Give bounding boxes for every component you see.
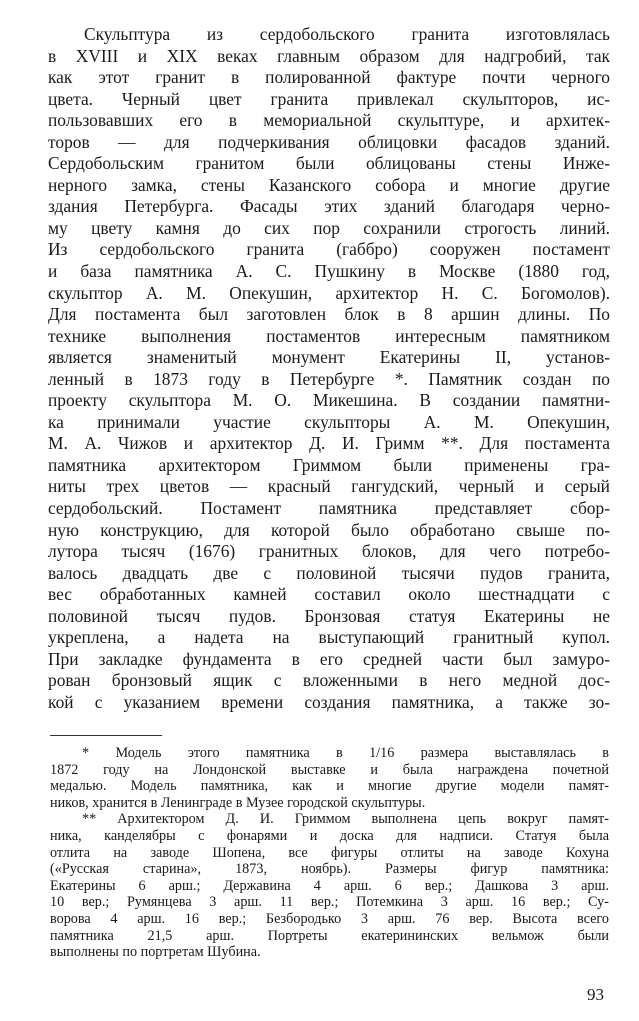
text-line: Из сердобольского гранита (габбро) сооружен постамент	[48, 239, 610, 260]
text-line: Для постамента был заготовлен блок в 8 аршин длины. По	[48, 304, 610, 325]
footnote-divider	[50, 735, 162, 736]
footnote-line: («Русская старина», 1873, ноябрь). Размеры фигур памятника:	[50, 861, 609, 878]
footnote-line: 1872 году на Лондонской выставке и была награждена почетной	[50, 761, 609, 778]
page-body	[48, 24, 610, 714]
footnote-line: выполнены по портретам Шубина.	[50, 944, 261, 961]
text-line: пользовавших его в мемориальной скульптуре, и архитек-	[48, 110, 610, 131]
footnote-line: памятника 21,5 арш. Портреты екатерининских вельмож были	[50, 927, 609, 944]
text-line: сердобольский. Постамент памятника представляет сбор-	[48, 498, 610, 519]
text-line: лутора тысяч (1676) гранитных блоков, для чего потребо-	[48, 541, 610, 562]
text-line: При закладке фундамента в его средней части был замуро-	[48, 648, 610, 669]
footnote-line: Екатерины 6 арш.; Державина 4 арш. 6 вер.; Дашкова 3 арш.	[50, 877, 609, 894]
footnote-line: 10 вер.; Румянцева 3 арш. 11 вер.; Потемкина 3 арш. 16 вер.; Су-	[50, 894, 609, 911]
main-text	[48, 24, 610, 714]
footnote-line: ** Архитектором Д. И. Гриммом выполнена цепь вокруг памят-	[82, 811, 609, 828]
text-line: М. А. Чижов и архитектор Д. И. Гримм **. Для постамента	[48, 433, 610, 454]
text-line: половиной тысяч пудов. Бронзовая статуя Екатерины не	[48, 605, 610, 626]
text-line: валось двадцать две с половиной тысячи пудов гранита,	[48, 562, 610, 583]
text-line: является знаменитый монумент Екатерины II, установ-	[48, 347, 610, 368]
footnote-line: ворова 4 арш. 16 вер.; Безбородько 3 арш. 76 вер. Высота всего	[50, 910, 609, 927]
text-line: цвета. Черный цвет гранита привлекал скульпторов, ис-	[48, 88, 610, 109]
text-line: Скульптура из сердобольского гранита изготовлялась	[84, 24, 610, 44]
text-line: памятника архитектором Гриммом были применены гра-	[48, 454, 610, 475]
text-line: торов — для подчеркивания облицовки фасадов зданий.	[48, 131, 610, 152]
text-line: ную конструкцию, для которой было обработано свыше по-	[48, 519, 610, 540]
text-line: ниты трех цветов — красный гангудский, черный и серый	[48, 476, 610, 497]
text-line: рован бронзовый ящик с вложенными в него медной дос-	[48, 670, 610, 691]
text-line: здания Петербурга. Фасады этих зданий благодаря черно-	[48, 196, 610, 217]
text-line: му цвету камня до сих пор сохранили строгость линий.	[48, 217, 610, 238]
footnote-line: ника, канделябры с фонарями и доска для надписи. Статуя была	[50, 827, 609, 844]
footnotes	[50, 745, 609, 961]
text-line: нерного замка, стены Казанского собора и многие другие	[48, 174, 610, 195]
text-line: проекту скульптора М. О. Микешина. В создании памятни-	[48, 390, 610, 411]
text-line: как этот гранит в полированной фактуре почти черного	[48, 67, 610, 88]
footnote-line: отлита на заводе Шопена, все фигуры отлиты на заводе Кохуна	[50, 844, 609, 861]
footnote-line: ников, хранится в Ленинграде в Музее городской скульптуры.	[50, 794, 426, 811]
page-number: 93	[587, 985, 604, 1004]
text-line: и база памятника А. С. Пушкину в Москве (1880 год,	[48, 261, 610, 282]
footnote-line: * Модель этого памятника в 1/16 размера выставлялась в	[82, 745, 609, 761]
text-line: Сердобольским гранитом были облицованы стены Инже-	[48, 153, 610, 174]
text-line: кой с указанием времени создания памятника, а также зо-	[48, 691, 610, 712]
text-line: скульптор А. М. Опекушин, архитектор Н. С. Богомолов).	[48, 282, 610, 303]
text-line: технике выполнения постаментов интересным памятником	[48, 325, 610, 346]
text-line: ленный в 1873 году в Петербурге *. Памятник создан по	[48, 368, 610, 389]
text-line: укреплена, а надета на выступающий гранитный купол.	[48, 627, 610, 648]
footnote-line: медалью. Модель памятника, как и многие другие модели памят-	[50, 778, 609, 795]
text-line: вес обработанных камней составил около шестнадцати с	[48, 584, 610, 605]
text-line: в XVIII и XIX веках главным образом для надгробий, так	[48, 45, 610, 66]
text-line: ка принимали участие скульпторы А. М. Опекушин,	[48, 411, 610, 432]
